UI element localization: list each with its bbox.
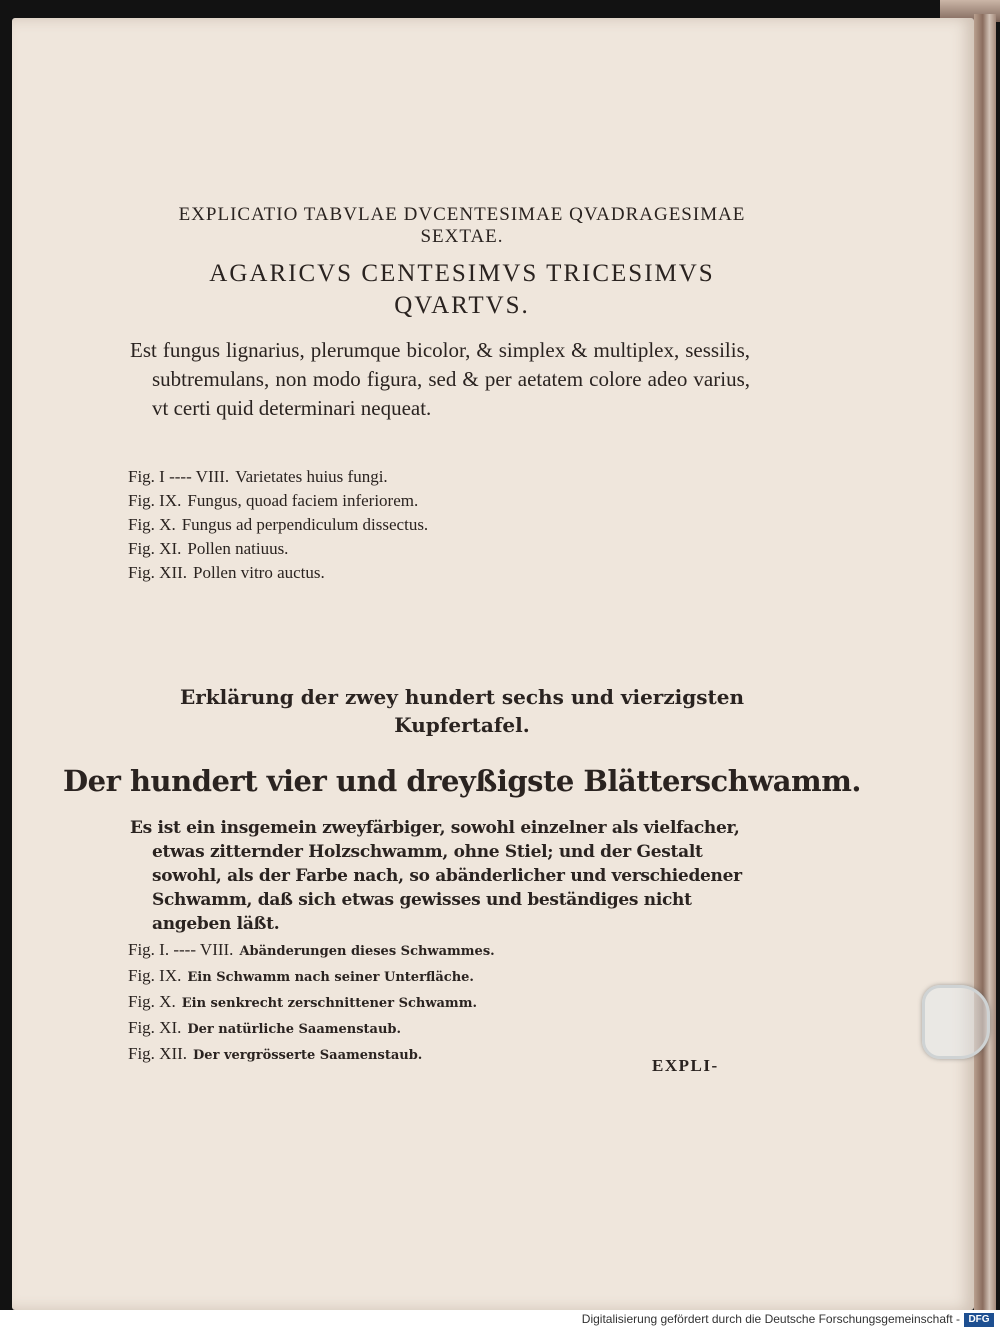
latin-figure-list	[128, 465, 428, 585]
latin-description-text: Est fungus lignarius, plerumque bicolor, & simplex & multiplex, sessilis, subtremulans, non modo figura, sed & per aetatem colore adeo varius, vt certi quid determinari nequeat.	[130, 338, 750, 420]
figure-text: Fungus, quoad faciem inferiorem.	[187, 491, 419, 510]
list-item	[128, 990, 495, 1016]
page-stack-edge	[974, 14, 996, 1310]
paper-clip	[922, 985, 990, 1059]
figure-text: Abänderungen dieses Schwammes.	[239, 944, 495, 959]
list-item	[128, 1016, 495, 1042]
list-item	[128, 964, 495, 990]
figure-label: Fig. I ---- VIII.	[128, 467, 230, 486]
catchword: EXPLI-	[652, 1056, 719, 1075]
german-heading-line2: Kupfertafel.	[394, 713, 530, 737]
figure-label: Fig. XII.	[128, 1044, 188, 1063]
figure-label: Fig. XI.	[128, 1018, 182, 1037]
list-item	[128, 489, 428, 513]
figure-label: Fig. IX.	[128, 491, 182, 510]
figure-text: Pollen vitro auctus.	[193, 563, 325, 582]
figure-label: Fig. IX.	[128, 966, 182, 985]
footer-credit: Digitalisierung gefördert durch die Deutsche Forschungsgemeinschaft -	[581, 1312, 960, 1326]
list-item	[128, 513, 428, 537]
figure-text: Varietates huius fungi.	[235, 467, 388, 486]
figure-label: Fig. XII.	[128, 563, 188, 582]
figure-label: Fig. X.	[128, 515, 176, 534]
figure-text: Der natürliche Saamenstaub.	[187, 1022, 402, 1037]
figure-text: Ein senkrecht zerschnittener Schwamm.	[181, 996, 477, 1011]
list-item	[128, 561, 428, 585]
latin-species-line1: AGARICVS CENTESIMVS TRICESIMVS	[209, 260, 715, 287]
footer-bar	[0, 1310, 1000, 1330]
figure-label: Fig. I. ---- VIII.	[128, 940, 234, 959]
german-heading	[12, 683, 912, 739]
latin-species-line2: QVARTVS.	[394, 292, 530, 319]
german-species-title: Der hundert vier und dreyßigste Blätterschwamm.	[62, 764, 862, 798]
list-item	[128, 1042, 495, 1068]
german-figure-list	[128, 938, 495, 1068]
german-description	[130, 816, 752, 936]
book-page	[12, 18, 974, 1310]
latin-heading-line1: EXPLICATIO TABVLAE DVCENTESIMAE QVADRAGESIMAE	[178, 204, 746, 225]
figure-text: Pollen natiuus.	[187, 539, 289, 558]
list-item	[128, 938, 495, 964]
german-description-text: Es ist ein insgemein zweyfärbiger, sowohl einzelner als vielfacher, etwas zitternder Holzschwamm, ohne Stiel; und der Gestalt sowohl, als der Farbe nach, so abänderlicher und verschiedener Schwamm, daß sich etwas gewisses und beständiges nicht angeben läßt.	[130, 818, 742, 934]
figure-label: Fig. X.	[128, 992, 176, 1011]
list-item	[128, 465, 428, 489]
list-item	[128, 537, 428, 561]
latin-species-title	[12, 258, 912, 322]
latin-heading	[12, 204, 912, 248]
figure-text: Fungus ad perpendiculum dissectus.	[181, 515, 429, 534]
latin-heading-line2: SEXTAE.	[420, 226, 504, 247]
figure-text: Der vergrösserte Saamenstaub.	[193, 1048, 423, 1063]
german-heading-line1: Erklärung der zwey hundert sechs und vierzigsten	[179, 685, 745, 709]
dfg-logo[interactable]: DFG	[964, 1313, 994, 1327]
latin-description	[130, 336, 750, 423]
figure-text: Ein Schwamm nach seiner Unterfläche.	[187, 970, 474, 985]
figure-label: Fig. XI.	[128, 539, 182, 558]
